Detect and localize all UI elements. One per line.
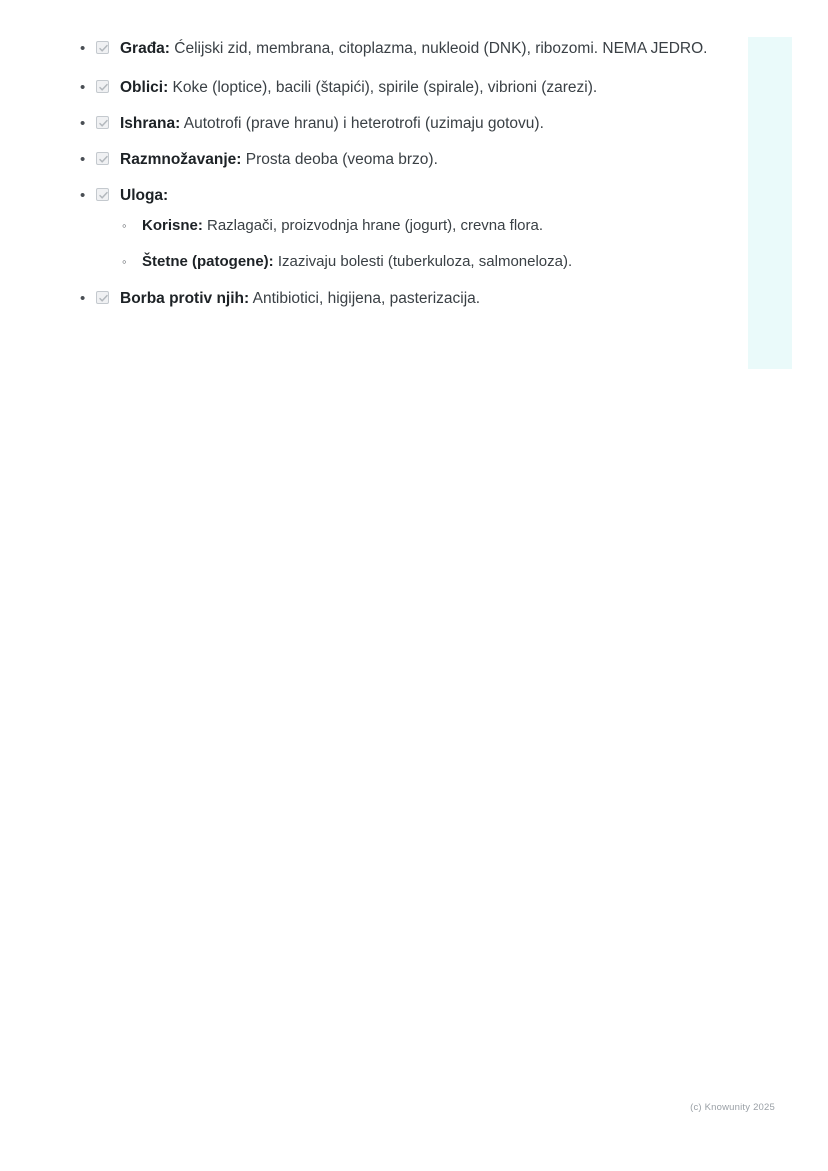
item-label: Ishrana: xyxy=(120,115,181,132)
item-label: Uloga: xyxy=(120,187,169,204)
bullet-marker: • xyxy=(80,187,86,204)
bullet-list xyxy=(72,36,712,311)
list-item xyxy=(120,214,712,238)
subitem-label: Štetne (patogene): xyxy=(142,253,274,270)
list-item xyxy=(72,286,712,311)
item-label: Borba protiv njih: xyxy=(120,290,250,307)
item-text: Antibiotici, higijena, pasterizacija. xyxy=(249,290,481,307)
checkbox-checked-icon[interactable] xyxy=(96,291,109,304)
list-item xyxy=(72,147,712,172)
bullet-marker: • xyxy=(80,290,86,307)
sub-bullet-marker: ◦ xyxy=(122,254,127,269)
footer-copyright: (c) Knowunity 2025 xyxy=(690,1102,775,1113)
checkbox-checked-icon[interactable] xyxy=(96,80,109,93)
bullet-marker: • xyxy=(80,40,86,57)
item-label: Razmnožavanje: xyxy=(120,151,242,168)
subitem-text: Izazivaju bolesti (tuberkuloza, salmoneloza). xyxy=(273,253,573,270)
sub-bullet-marker: ◦ xyxy=(122,218,127,233)
item-text: Koke (loptice), bacili (štapići), spirile (spirale), vibrioni (zarezi). xyxy=(168,79,598,96)
item-label: Građa: xyxy=(120,40,170,57)
bullet-marker: • xyxy=(80,79,86,96)
bullet-marker: • xyxy=(80,115,86,132)
document-content xyxy=(72,36,712,325)
subitem-text: Razlagači, proizvodnja hrane (jogurt), crevna flora. xyxy=(202,217,544,234)
checkbox-checked-icon[interactable] xyxy=(96,41,109,54)
checkbox-checked-icon[interactable] xyxy=(96,188,109,201)
list-item xyxy=(72,111,712,136)
item-text: Autotrofi (prave hranu) i heterotrofi (uzimaju gotovu). xyxy=(180,115,544,132)
list-item xyxy=(72,36,712,61)
subitem-label: Korisne: xyxy=(142,217,203,234)
sub-bullet-list xyxy=(120,214,712,274)
list-item xyxy=(120,250,712,274)
item-text: Prosta deoba (veoma brzo). xyxy=(241,151,438,168)
checkbox-checked-icon[interactable] xyxy=(96,116,109,129)
list-item xyxy=(72,75,712,100)
item-label: Oblici: xyxy=(120,79,169,96)
side-accent-panel xyxy=(748,37,792,369)
sub-list-wrapper xyxy=(120,214,712,274)
checkbox-checked-icon[interactable] xyxy=(96,152,109,165)
list-item xyxy=(72,183,712,274)
item-text: Ćelijski zid, membrana, citoplazma, nukleoid (DNK), ribozomi. NEMA JEDRO. xyxy=(169,40,708,57)
bullet-marker: • xyxy=(80,151,86,168)
